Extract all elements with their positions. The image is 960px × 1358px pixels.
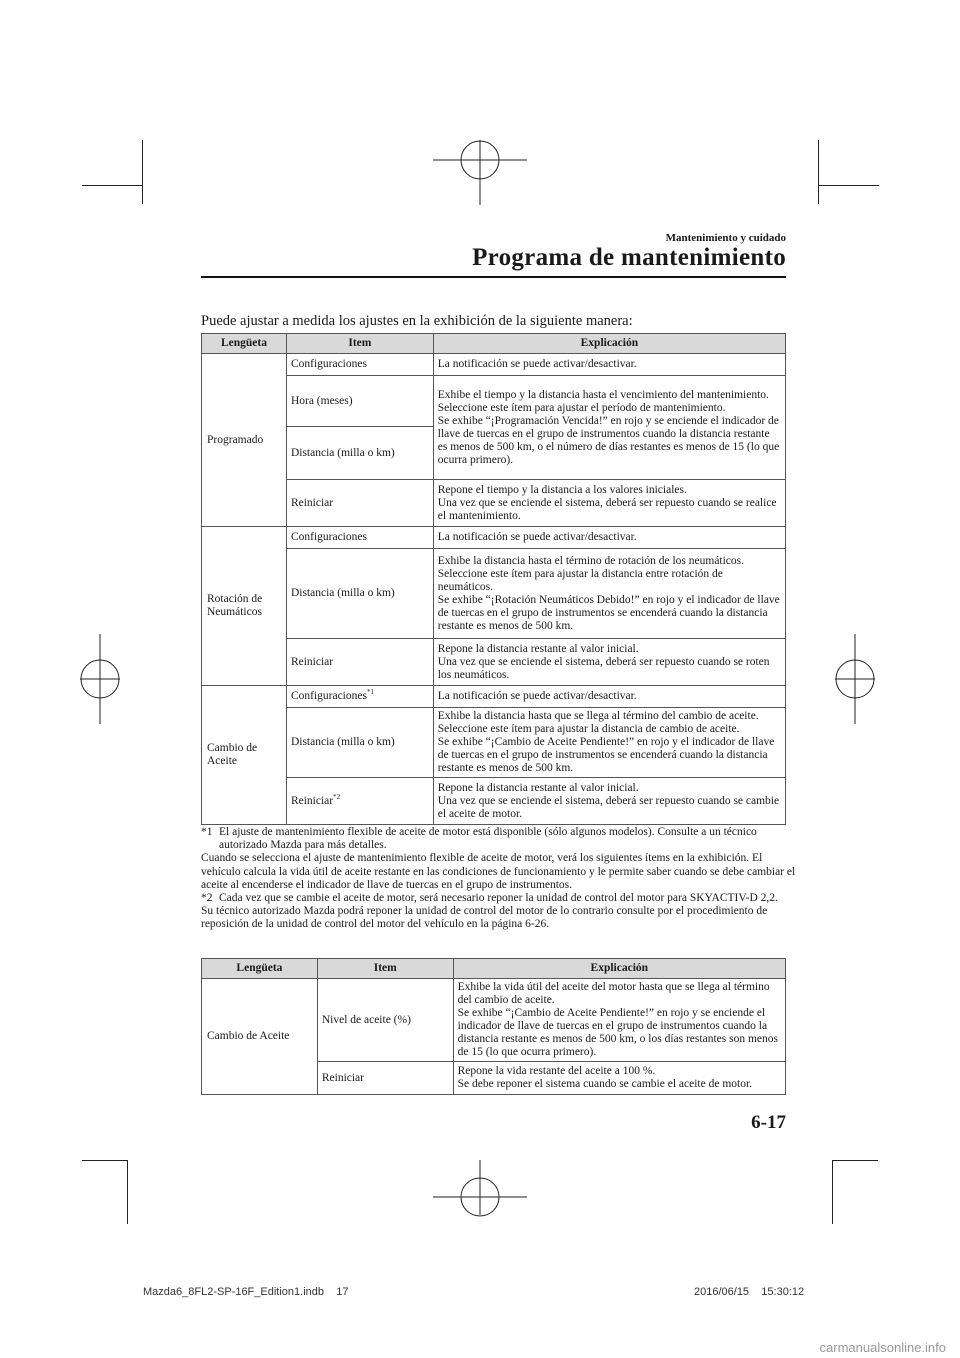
tab-label: Programado	[207, 433, 264, 446]
item-cell: Configuraciones	[286, 527, 433, 549]
item-cell: Reiniciar	[317, 1062, 453, 1095]
header-explanation: Explicación	[453, 959, 785, 979]
table-row	[202, 979, 786, 1062]
tab-cell-cambio-aceite: Cambio de Aceite	[202, 979, 318, 1095]
explanation-cell: Repone la distancia restante al valor inicial. Una vez que se enciende el sistema, deberá ser repuesto cuando se roten los neumáticos.	[433, 639, 785, 686]
table-row	[202, 686, 786, 708]
footnote-ref: *1	[366, 688, 374, 697]
item-cell: Hora (meses)	[286, 376, 433, 427]
settings-table	[201, 333, 786, 825]
item-cell	[286, 686, 433, 708]
item-cell	[286, 778, 433, 825]
table-row	[202, 639, 786, 686]
footnote-marker: *2	[201, 892, 213, 905]
table-row	[202, 527, 786, 549]
explanation-cell: Repone la vida restante del aceite a 100 %. Se debe reponer el sistema cuando se cambie el aceite de motor.	[453, 1062, 785, 1095]
explanation-cell: La notificación se puede activar/desactivar.	[433, 354, 785, 376]
watermark: carmanualsonline.info	[819, 1340, 946, 1355]
footnotes	[201, 826, 801, 932]
footnote-ref: *2	[333, 792, 341, 801]
header-item: Item	[317, 959, 453, 979]
intro-text: Puede ajustar a medida los ajustes en la exhibición de la siguiente manera:	[201, 313, 633, 329]
table-row	[202, 708, 786, 778]
item-cell: Nivel de aceite (%)	[317, 979, 453, 1062]
explanation-cell: Exhibe el tiempo y la distancia hasta el vencimiento del mantenimiento. Seleccione este ítem para ajustar el período de mantenimiento. Se exhibe “¡Programación Vencida!” en rojo y se enciende el indicador de llave de tuercas en el grupo de instrumentos cuando la distancia restante es menos de 500 km, o el número de días restantes es menos de 15 (lo que ocurra primero).	[433, 376, 785, 480]
footnote-marker: *1	[201, 826, 213, 838]
item-cell: Reiniciar	[286, 480, 433, 527]
header-item: Item	[286, 334, 433, 354]
explanation-cell: Repone el tiempo y la distancia a los valores iniciales. Una vez que se enciende el sistema, deberá ser repuesto cuando se realice el mantenimiento.	[433, 480, 785, 527]
table-header-row	[202, 959, 786, 979]
footnote-text: Cada vez que se cambie el aceite de motor, será necesario reponer la unidad de control del motor para SKYACTIV-D 2,2.	[219, 892, 778, 905]
oil-level-table	[201, 958, 786, 1095]
tab-cell-cambio: Cambio de Aceite	[202, 686, 287, 825]
explanation-cell: Exhibe la distancia hasta que se llega al término del cambio de aceite. Seleccione este ítem para ajustar la distancia de cambio de aceite. Se exhibe “¡Cambio de Aceite Pendiente!” en rojo y el indicador de llave de tuercas en el grupo de instrumentos se encenderá cuando la distancia restante es menos de 500 km.	[433, 708, 785, 778]
table-row	[202, 354, 786, 376]
item-label: Configuraciones	[290, 690, 367, 702]
explanation-cell: La notificación se puede activar/desactivar.	[433, 527, 785, 549]
item-cell: Configuraciones	[286, 354, 433, 376]
page-title: Programa de mantenimiento	[472, 244, 786, 271]
item-cell: Distancia (milla o km)	[286, 549, 433, 639]
table-row	[202, 480, 786, 527]
explanation-cell: Repone la distancia restante al valor inicial. Una vez que se enciende el sistema, deberá ser repuesto cuando se cambie el aceite de motor.	[433, 778, 785, 825]
table-header-row	[202, 334, 786, 354]
footer-file: Mazda6_8FL2-SP-16F_Edition1.indb 17	[143, 1286, 349, 1298]
footnote-2	[201, 892, 801, 905]
title-rule	[201, 276, 786, 278]
item-label: Reiniciar	[290, 794, 334, 807]
table-row	[202, 778, 786, 825]
table-row	[202, 376, 786, 427]
header-explanation: Explicación	[433, 334, 785, 354]
footer-datetime: 2016/06/15 15:30:12	[694, 1286, 805, 1298]
explanation-cell: Exhibe la distancia hasta el término de rotación de los neumáticos. Seleccione este ítem para ajustar la distancia entre rotación de neumáticos. Se exhibe “¡Rotación Neumáticos Debido!” en rojo y el indicador de llave de tuercas en el grupo de instrumentos se encenderá cuando la distancia restante es menos de 500 km.	[433, 549, 785, 639]
item-cell: Reiniciar	[286, 639, 433, 686]
explanation-cell: Exhibe la vida útil del aceite del motor hasta que se llega al término del cambio de aceite. Se exhibe “¡Cambio de Aceite Pendiente!” en rojo y se enciende el indicador de llave de tuercas en el grupo de instrumentos cuando la distancia restante es menos de 500 km, o los días restantes son menos de 15 (lo que ocurra primero).	[453, 979, 785, 1062]
item-cell: Distancia (milla o km)	[286, 427, 433, 480]
table-row	[202, 549, 786, 639]
page-number: 6-17	[751, 1112, 786, 1133]
tab-cell-rotacion: Rotación de Neumáticos	[202, 527, 287, 686]
footnote-1	[201, 826, 801, 852]
footnote-2-cont: Su técnico autorizado Mazda podrá reponer la unidad de control del motor de lo contrario consulte por el procedimiento de reposición de la unidad de control del motor del vehículo en la página 6-26.	[201, 905, 768, 931]
footnote-text: El ajuste de mantenimiento flexible de aceite de motor está disponible (sólo algunos modelos). Consulte a un técnico autorizado Mazda para más detalles.	[219, 826, 757, 852]
footnote-1-cont: Cuando se selecciona el ajuste de mantenimiento flexible de aceite de motor, verá los siguientes ítems en la exhibición. El vehículo calcula la vida útil de aceite restante en las condiciones de funcionamiento y le permite saber cuando se debe cambiar el aceite al encenderse el indicador de llave de tuercas en el grupo de instrumentos.	[201, 852, 796, 891]
section-heading: Mantenimiento y cuidado	[665, 232, 786, 244]
tab-cell-programado	[202, 354, 287, 527]
item-cell: Distancia (milla o km)	[286, 708, 433, 778]
header-tab: Lengüeta	[202, 959, 318, 979]
header-tab: Lengüeta	[202, 334, 287, 354]
explanation-cell: La notificación se puede activar/desactivar.	[433, 686, 785, 708]
